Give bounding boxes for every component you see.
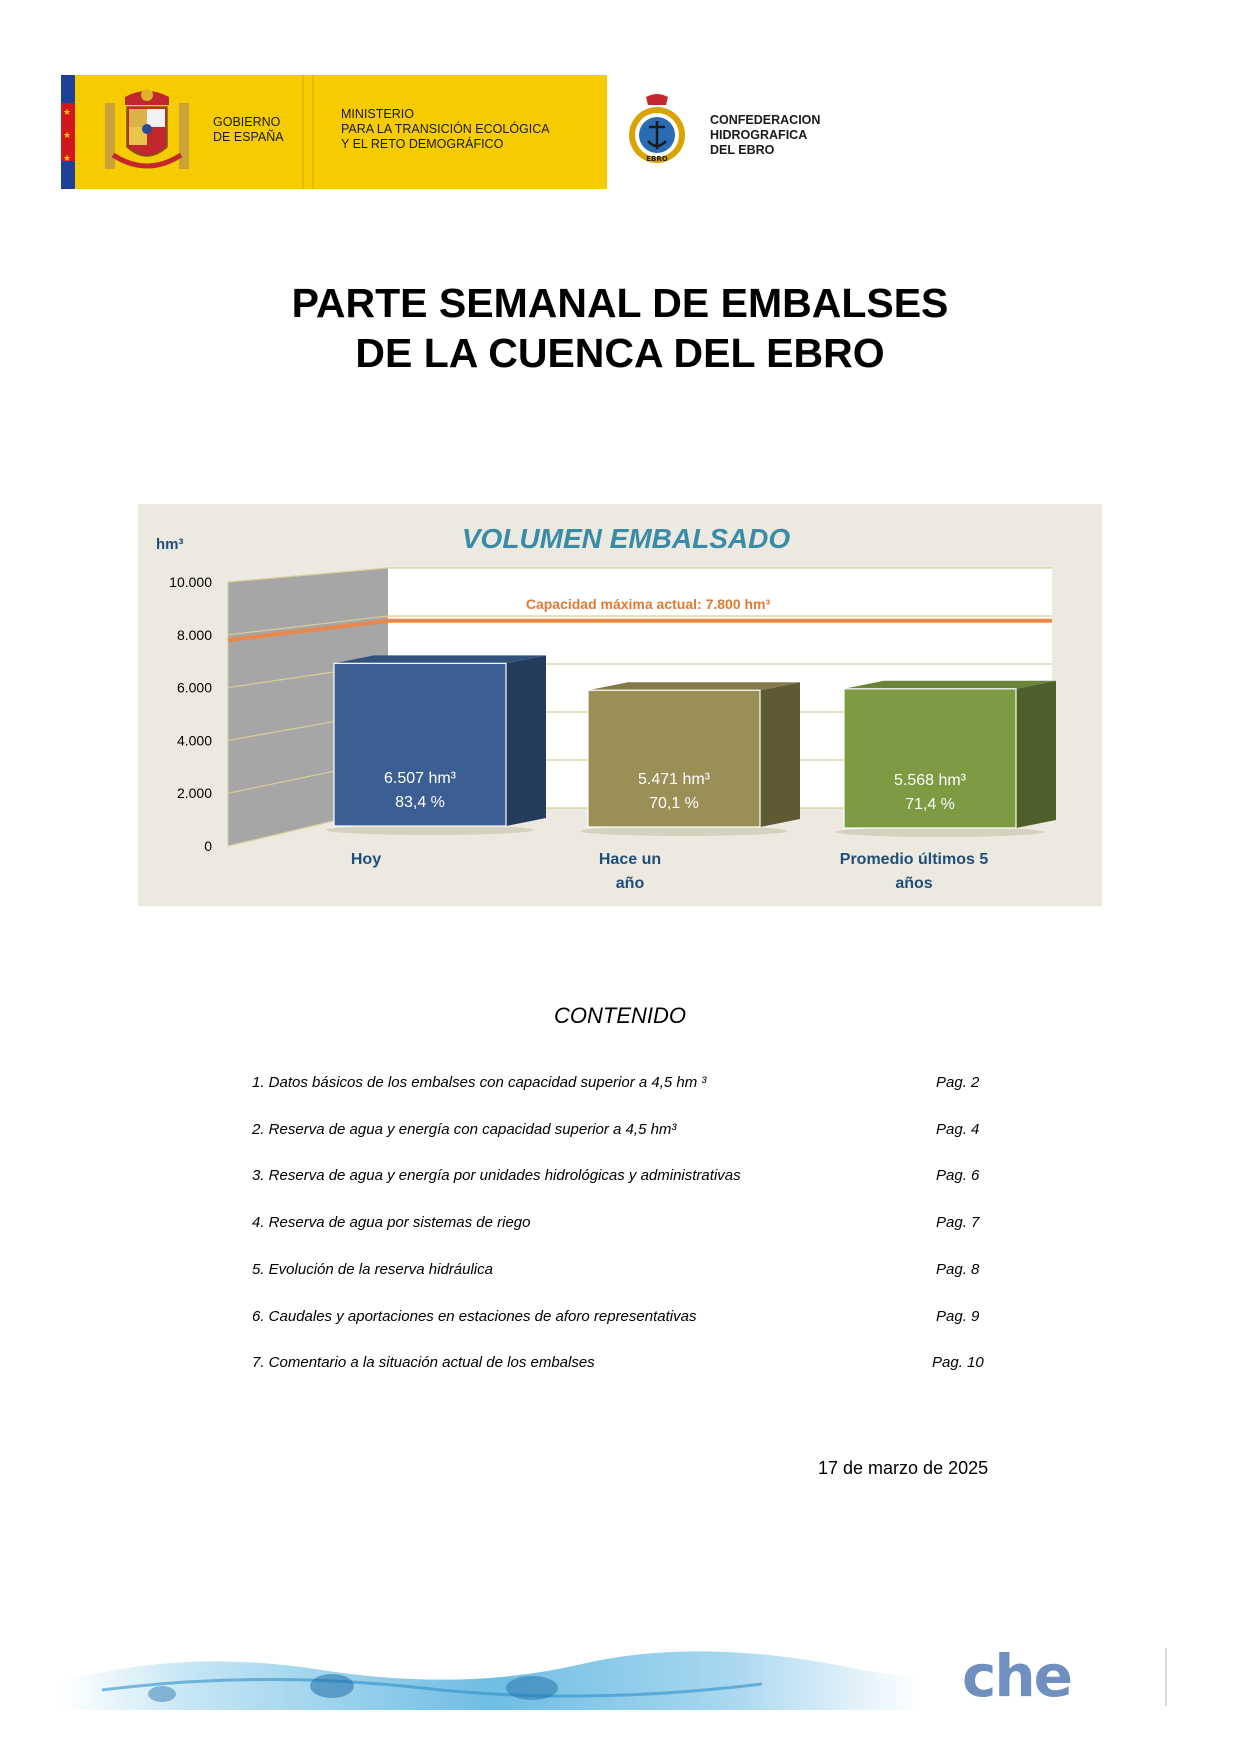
ministry-line: Y EL RETO DEMOGRÁFICO (341, 137, 504, 151)
bar-percent-label: 71,4 % (905, 796, 955, 813)
y-tick-label: 0 (204, 838, 212, 854)
y-tick-label: 2.000 (176, 785, 212, 802)
contents-item-page: Pag. 6 (936, 1167, 980, 1185)
bar-side (506, 655, 546, 826)
contents-item-text: 3. Reserva de agua y energía por unidades hidrológicas y administrativas (252, 1167, 741, 1185)
government-logo-banner (61, 75, 607, 189)
contents-item-page: Pag. 4 (936, 1120, 980, 1138)
x-category-label: años (895, 875, 933, 892)
y-axis-label: hm³ (156, 536, 184, 553)
che-line: DEL EBRO (710, 143, 775, 157)
government-name (213, 115, 284, 145)
contents-item-page: Pag. 2 (936, 1074, 980, 1091)
contents-item (252, 1074, 992, 1098)
contents-item (252, 1214, 992, 1238)
footer-water-banner (62, 1640, 1168, 1710)
volume-chart (138, 504, 1102, 906)
title-line: DE LA CUENCA DEL EBRO (355, 330, 885, 376)
confederation-logo (608, 75, 863, 189)
confederation-seal-icon (626, 93, 688, 169)
gov-line: GOBIERNO (213, 115, 281, 129)
chart-title: VOLUMEN EMBALSADO (461, 523, 791, 554)
gov-line: DE ESPAÑA (213, 130, 284, 144)
che-line: CONFEDERACION (710, 113, 821, 127)
bar-value-label: 5.471 hm³ (637, 771, 711, 788)
chart-canvas (138, 504, 1102, 906)
seal-text: EBRO (646, 155, 668, 163)
title-line: PARTE SEMANAL DE EMBALSES (291, 280, 949, 326)
y-tick-label: 8.000 (176, 626, 212, 643)
contents-item (252, 1261, 992, 1285)
bar-side (760, 682, 800, 827)
x-category-label: Promedio últimos 5 (839, 851, 989, 868)
page-title (0, 278, 1240, 378)
contents-item (252, 1167, 992, 1191)
bar-percent-label: 70,1 % (649, 795, 699, 812)
x-category-label: año (615, 875, 645, 892)
y-tick-label: 6.000 (176, 679, 212, 696)
contents-item-page: Pag. 7 (936, 1214, 980, 1232)
x-category-label: Hace un (598, 851, 662, 868)
star-icon: ★ (63, 130, 72, 140)
contents-item-text: 6. Caudales y aportaciones en estaciones de aforo representativas (252, 1307, 697, 1325)
capacity-reference-label: Capacidad máxima actual: 7.800 hm³ (525, 595, 771, 612)
contents-item-text: 5. Evolución de la reserva hidráulica (252, 1260, 493, 1278)
ministry-line: PARA LA TRANSICIÓN ECOLÓGICA (341, 122, 550, 136)
star-icon: ★ (63, 107, 72, 117)
ministry-line: MINISTERIO (341, 107, 414, 121)
bar-value-label: 6.507 hm³ (383, 770, 457, 787)
contents-item-page: Pag. 8 (936, 1260, 980, 1278)
y-tick-label: 4.000 (176, 732, 212, 749)
bar-side (1016, 681, 1056, 828)
bar-percent-label: 83,4 % (395, 794, 445, 811)
contents-heading: CONTENIDO (554, 1003, 686, 1028)
confederation-name (710, 113, 820, 158)
che-footer-logo: che (962, 1642, 1072, 1710)
che-line: HIDROGRAFICA (710, 128, 808, 142)
contents-item-text: 7. Comentario a la situación actual de los embalses (252, 1354, 595, 1372)
contents-item-text: 1. Datos básicos de los embalses con capacidad superior a 4,5 hm ³ (252, 1074, 707, 1091)
y-tick-label: 10.000 (169, 574, 212, 590)
contents-item-page: Pag. 10 (932, 1354, 984, 1372)
contents-item-page: Pag. 9 (936, 1307, 980, 1325)
report-date: 17 de marzo de 2025 (818, 1458, 989, 1478)
ministry-name (341, 107, 550, 152)
contents-item-text: 4. Reserva de agua por sistemas de riego (252, 1214, 531, 1232)
spain-coat-of-arms-icon (99, 85, 195, 179)
contents-item-text: 2. Reserva de agua y energía con capacidad superior a 4,5 hm³ (252, 1120, 677, 1138)
contents-item (252, 1121, 992, 1145)
star-icon: ★ (63, 153, 72, 163)
contents-item (252, 1308, 992, 1332)
x-category-label: Hoy (350, 851, 382, 868)
bar-value-label: 5.568 hm³ (893, 772, 967, 789)
contents-item (252, 1354, 992, 1378)
eu-flag-strip (61, 75, 91, 189)
